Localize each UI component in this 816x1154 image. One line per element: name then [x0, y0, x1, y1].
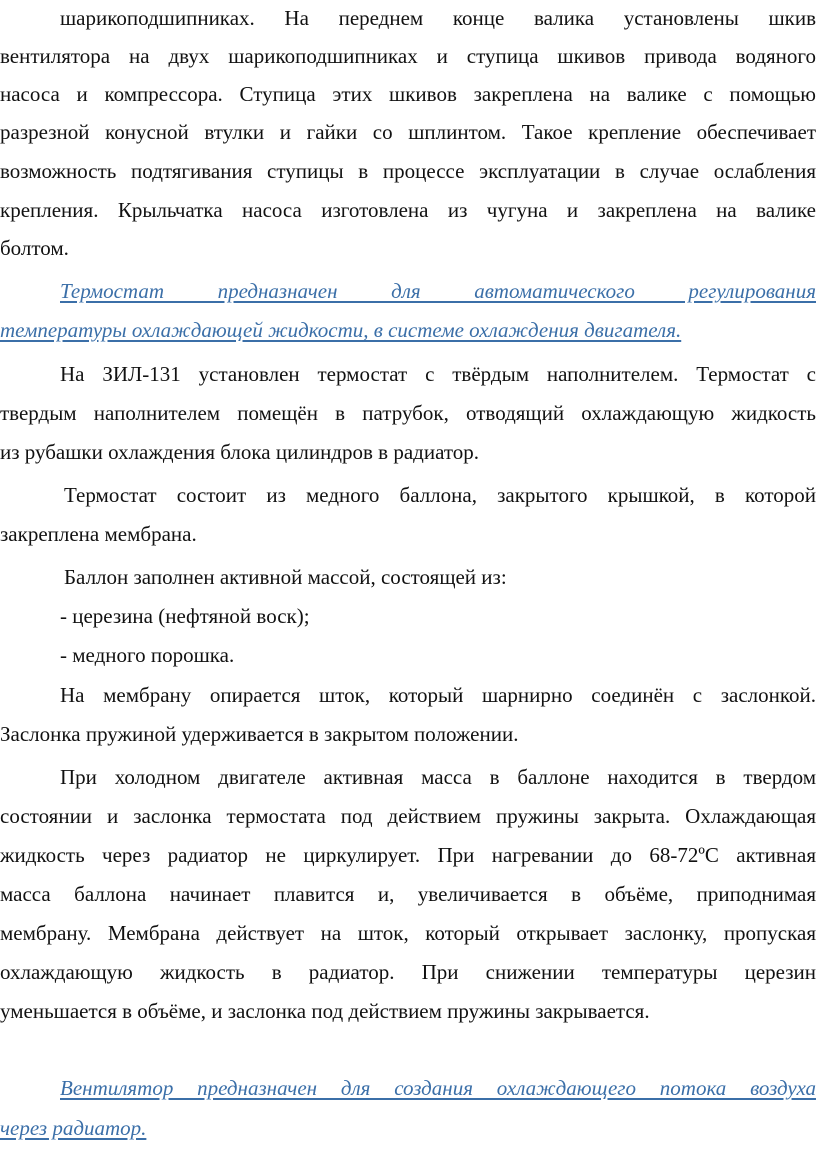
paragraph-line: болтом. — [0, 236, 69, 260]
paragraph-line: закреплена мембрана. — [0, 522, 197, 546]
paragraph-line: жидкость через радиатор не циркулирует. При нагревании до 68-72ºС активная — [0, 843, 816, 867]
paragraph-line: Заслонка пружиной удерживается в закрытом положении. — [0, 722, 519, 746]
paragraph-line: разрезной конусной втулки и гайки со шплинтом. Такое крепление обеспечивает — [0, 120, 816, 144]
paragraph-line: охлаждающую жидкость в радиатор. При снижении температуры церезин — [0, 960, 816, 984]
section-heading-fan: через радиатор. — [0, 1116, 147, 1140]
section-heading-thermostat: температуры охлаждающей жидкости, в системе охлаждения двигателя. — [0, 318, 682, 342]
paragraph-line: мембрану. Мембрана действует на шток, который открывает заслонку, пропуская — [0, 921, 816, 945]
paragraph-line: насоса и компрессора. Ступица этих шкивов закреплена на валике с помощью — [0, 82, 816, 106]
paragraph-line: состоянии и заслонка термостата под действием пружины закрыта. Охлаждающая — [0, 804, 816, 828]
paragraph-line: из рубашки охлаждения блока цилиндров в радиатор. — [0, 440, 479, 464]
paragraph-line: При холодном двигателе активная масса в баллоне находится в твердом — [60, 765, 816, 789]
paragraph-line: твердым наполнителем помещён в патрубок, отводящий охлаждающую жидкость — [0, 401, 816, 425]
paragraph-line: На мембрану опирается шток, который шарнирно соединён с заслонкой. — [60, 683, 816, 707]
paragraph-line: Термостат состоит из медного баллона, закрытого крышкой, в которой — [64, 483, 816, 507]
paragraph-line: вентилятора на двух шарикоподшипниках и ступица шкивов привода водяного — [0, 44, 816, 68]
paragraph-line: На ЗИЛ-131 установлен термостат с твёрдым наполнителем. Термостат с — [60, 362, 816, 386]
section-heading-fan: Вентилятор предназначен для создания охлаждающего потока воздуха — [60, 1076, 816, 1100]
paragraph-line: уменьшается в объёме, и заслонка под действием пружины закрывается. — [0, 999, 650, 1023]
paragraph-line: шарикоподшипниках. На переднем конце валика установлены шкив — [60, 6, 816, 30]
section-heading-thermostat: Термостат предназначен для автоматического регулирования — [60, 279, 816, 303]
paragraph-line: масса баллона начинает плавится и, увеличивается в объёме, приподнимая — [0, 882, 816, 906]
paragraph-line: Баллон заполнен активной массой, состоящей из: — [64, 565, 507, 589]
list-item: - медного порошка. — [60, 643, 235, 667]
list-item: - церезина (нефтяной воск); — [60, 604, 310, 628]
paragraph-line: крепления. Крыльчатка насоса изготовлена из чугуна и закреплена на валике — [0, 198, 816, 222]
paragraph-line: возможность подтягивания ступицы в процессе эксплуатации в случае ослабления — [0, 159, 816, 183]
